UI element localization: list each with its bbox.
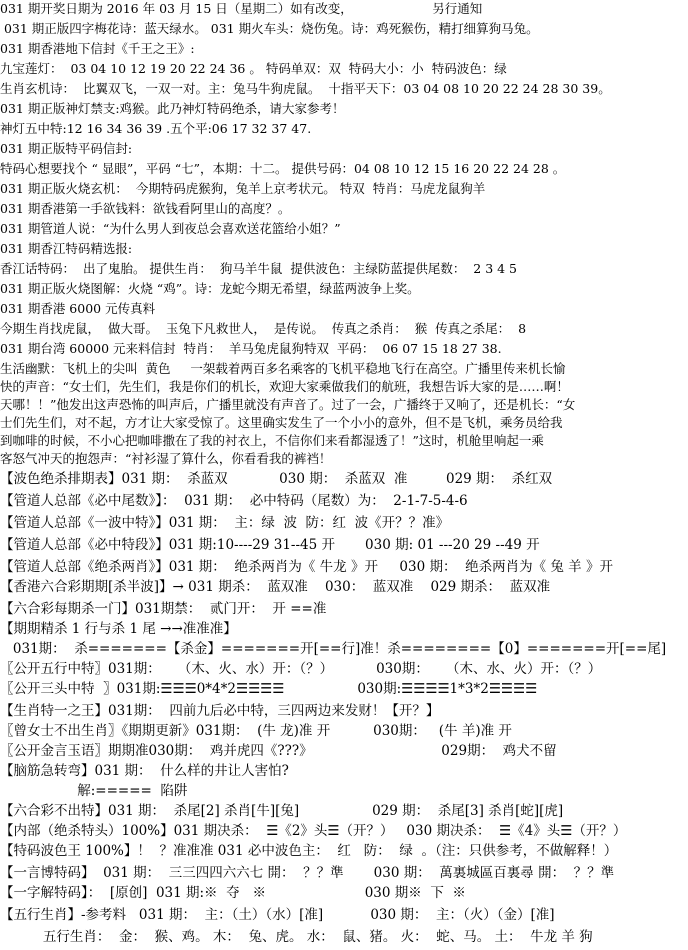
line-text: 【一字解特码】： [原创] 031 期:※ 夺 ※ 030 期※ 下 ※ (0, 885, 466, 901)
text-line (0, 804, 688, 819)
line-text: 神灯五中特:12 16 34 36 39 .五个平:06 17 32 37 47. (0, 121, 312, 136)
text-line (0, 362, 688, 377)
line-text: 〖曾女士不出生肖〗《期期更新》031期： (牛 龙)准 开 030期： (牛 羊)准 开 (0, 723, 512, 739)
text-line (0, 886, 688, 901)
text-line (0, 202, 688, 217)
text-line (0, 62, 688, 77)
text-line (0, 322, 688, 337)
text-line (0, 516, 688, 531)
line-text: 031 期正版特平码信封: (0, 141, 133, 156)
text-line (0, 642, 688, 657)
line-text: 【香港六合彩期期[杀半波]】→ 031 期杀： 蓝双准 030： 蓝双准 029 期杀： 蓝双准 (0, 579, 551, 595)
text-line (0, 622, 688, 637)
line-text: 【管道人总部《绝杀两肖》】031 期： 绝杀两肖为《 牛龙 》开 030 期： 绝杀两肖为《 兔 羊 》开 (0, 559, 613, 575)
text-line (0, 724, 688, 739)
line-text: 解:===== 陷阱 (0, 783, 188, 799)
text-line (0, 560, 688, 575)
line-text: 【脑筋急转弯】031 期： 什么样的井让人害怕? (0, 763, 289, 779)
line-text: 031 期正版神灯禁支:鸡猴。此乃神灯特码绝杀，请大家参考！ (0, 101, 345, 116)
text-line (0, 538, 688, 553)
text-line (0, 682, 688, 697)
line-text: 【一言博特码】 031 期： 三三四四六六七 開： ？？準 030 期： 萬裏城區百裏尋 開： ？？準 (0, 865, 615, 881)
line-text: 【生肖特一之王】031期： 四前九后必中特，三四两边来发财！【开？】 (0, 703, 440, 719)
line-text: 【波色绝杀排期表】031 期： 杀蓝双 030 期： 杀蓝双 准 029 期： 杀红双 (0, 471, 553, 487)
text-line (0, 162, 688, 177)
text-line (0, 662, 688, 677)
line-text: 客怒气冲天的抱怨声：“衬衫湿了算什么，你看看我的裤裆！ (0, 451, 332, 466)
text-line (0, 602, 688, 617)
text-line (0, 930, 688, 945)
text-line (0, 142, 688, 157)
line-text: 香江话特码： 出了鬼胎。 提供生肖： 狗马羊牛鼠 提供波色：主绿防蓝提供尾数： 2 3 4 5 (0, 261, 517, 276)
line-text: 031 期台湾 60000 元来料信封 特肖： 羊马兔虎鼠狗特双 平码： 06 07 15 18 27 38. (0, 341, 502, 356)
line-text: 今期生肖找虎鼠， 做大哥。 玉兔下凡救世人， 是传说。 传真之杀肖： 猴 传真之杀尾： 8 (0, 321, 527, 336)
text-line (0, 42, 688, 57)
line-text: 031 期正版四字梅花诗：蓝天绿水。 031 期火车头：烧伤兔。诗：鸡死猴伤，精打细算狗马兔。 (0, 21, 539, 36)
text-line (0, 122, 688, 137)
text-line (0, 784, 688, 799)
text-line (0, 434, 688, 449)
text-line (0, 262, 688, 277)
text-line (0, 416, 688, 431)
text-line (0, 866, 688, 881)
text-line (0, 580, 688, 595)
text-line (0, 22, 688, 37)
line-text: 【特码波色王 100%】！ ？准准准 031 必中波色主： 红 防： 绿 。（注：只供参考，不做解释！） (0, 843, 618, 859)
line-text: 031 期正版火烧玄机： 今期特码虎猴狗，兔羊上京考状元。 特双 特肖：马虎龙鼠狗羊 (0, 181, 486, 196)
line-text: 特码心想要找个 “ 显眼”，平码 “七”，本期：十二。 提供号码：04 08 10 12 15 16 20 22 24 28 。 (0, 161, 566, 176)
line-text: 【管道人总部《必中尾数》】： 031 期： 必中特码（尾数）为： 2-1-7-5-4-6 (0, 493, 468, 509)
text-line (0, 844, 688, 859)
line-text: 五行生肖： 金： 猴、鸡。 木： 兔、虎。 水： 鼠、猪。 火： 蛇、马。 土： 牛龙 羊 狗 (0, 929, 593, 945)
line-text: 【管道人总部《必中特段》】031 期:10----29 31--45 开 030 期: 01 ---20 29 --49 开 (0, 537, 540, 553)
line-text: 〖公开三头中特 〗031期:☰☰☰0*4*2☰☰☰☰ 030期:☰☰☰☰1*3*2☰☰☰☰ (0, 681, 538, 697)
line-text: 【五行生肖】-参考料 031 期： 主：（土）（水）[准] 030 期： 主：（火）（金）[准] (0, 907, 555, 923)
line-text: 【管道人总部《一波中特》】031 期： 主：绿 波 防：红 波《开？？准》 (0, 515, 450, 531)
line-text: 【期期精杀 1 行与杀 1 尾 →→准准准】 (0, 621, 237, 637)
line-text: 031 期香港地下信封《千王之王》: (0, 41, 195, 56)
text-line (0, 282, 688, 297)
line-text: 到咖啡的时候，不小心把咖啡撒在了我的衬衣上，不信你们来看都湿透了！”这时，机舱里响起一乘 (0, 433, 544, 448)
line-text: 〖公开金言玉语〗期期准030期： 鸡并虎四《???》 029期： 鸡犬不留 (0, 743, 557, 759)
text-line (0, 744, 688, 759)
text-line (0, 342, 688, 357)
line-text: 生肖玄机诗： 比翼双飞，一双一对。主：兔马牛狗虎鼠。 十指平天下：03 04 08 10 20 22 24 28 30 39。 (0, 81, 611, 96)
line-text: 【六合彩每期杀一门】031期禁： 贰门开： 开 ==准 (0, 601, 327, 617)
line-text: 生活幽默：飞机上的尖叫 黄色 一架载着两百多名乘客的飞机平稳地飞行在高空。广播里传来机长愉 (0, 361, 566, 376)
line-text: 九宝莲灯： 03 04 10 12 19 20 22 24 36 。 特码单双：双 特码大小：小 特码波色：绿 (0, 61, 507, 76)
text-line (0, 102, 688, 117)
text-line (0, 908, 688, 923)
line-text: 士们先生们，对不起，方才让大家受惊了。这里确实发生了一个小小的意外，但不是飞机，乘务员给我 (0, 415, 563, 430)
line-text: 031 期正版火烧图解：火烧 “鸡”。诗：龙蛇今期无希望，绿蓝两波争上奖。 (0, 281, 420, 296)
text-line (0, 704, 688, 719)
line-text: 快的声音：“女士们，先生们，我是你们的机长，欢迎大家乘做我们的航班，我想告诉大家的是……啊！ (0, 379, 569, 394)
text-line (0, 380, 688, 395)
line-text: 031 期管道人说：“为什么男人到夜总会喜欢送花篮给小姐？” (0, 221, 341, 236)
line-text: 031 期开奖日期为 2016 年 03 月 15 日（星期二）如有改变， 另行通知 (0, 1, 483, 16)
text-line (0, 398, 688, 413)
line-text: 031期： 杀=======【杀金】=======开[==行]准！杀========【0】=======开[==尾] (0, 641, 667, 657)
text-line (0, 302, 688, 317)
line-text: 031 期香港 6000 元传真料 (0, 301, 156, 316)
line-text: 【内部（绝杀特头）100%】031 期决杀： ☰《2》头☰（开？） 030 期决杀： ☰《4》头☰（开？） (0, 823, 627, 839)
text-line (0, 2, 688, 17)
line-text: 〖公开五行中特〗031期： （木、火、水）开：（？） 030期： （木、水、火）开：（？） (0, 661, 602, 677)
text-line (0, 222, 688, 237)
text-line (0, 824, 688, 839)
line-text: 天哪！！”他发出这声恐怖的叫声后，广播里就没有声音了。过了一会，广播终于又响了，还是机长：“女 (0, 397, 576, 412)
line-text: 【六合彩不出特】031 期： 杀尾[2] 杀肖[牛][兔] 029 期： 杀尾[3] 杀肖[蛇][虎] (0, 803, 564, 819)
text-line (0, 764, 688, 779)
text-line (0, 472, 688, 487)
line-text: 031 期香江特码精选报: (0, 241, 133, 256)
text-line (0, 82, 688, 97)
text-line (0, 452, 688, 467)
text-line (0, 182, 688, 197)
text-line (0, 242, 688, 257)
line-text: 031 期香港第一手欲钱料：欲钱看阿里山的高度？。 (0, 201, 291, 216)
text-line (0, 494, 688, 509)
